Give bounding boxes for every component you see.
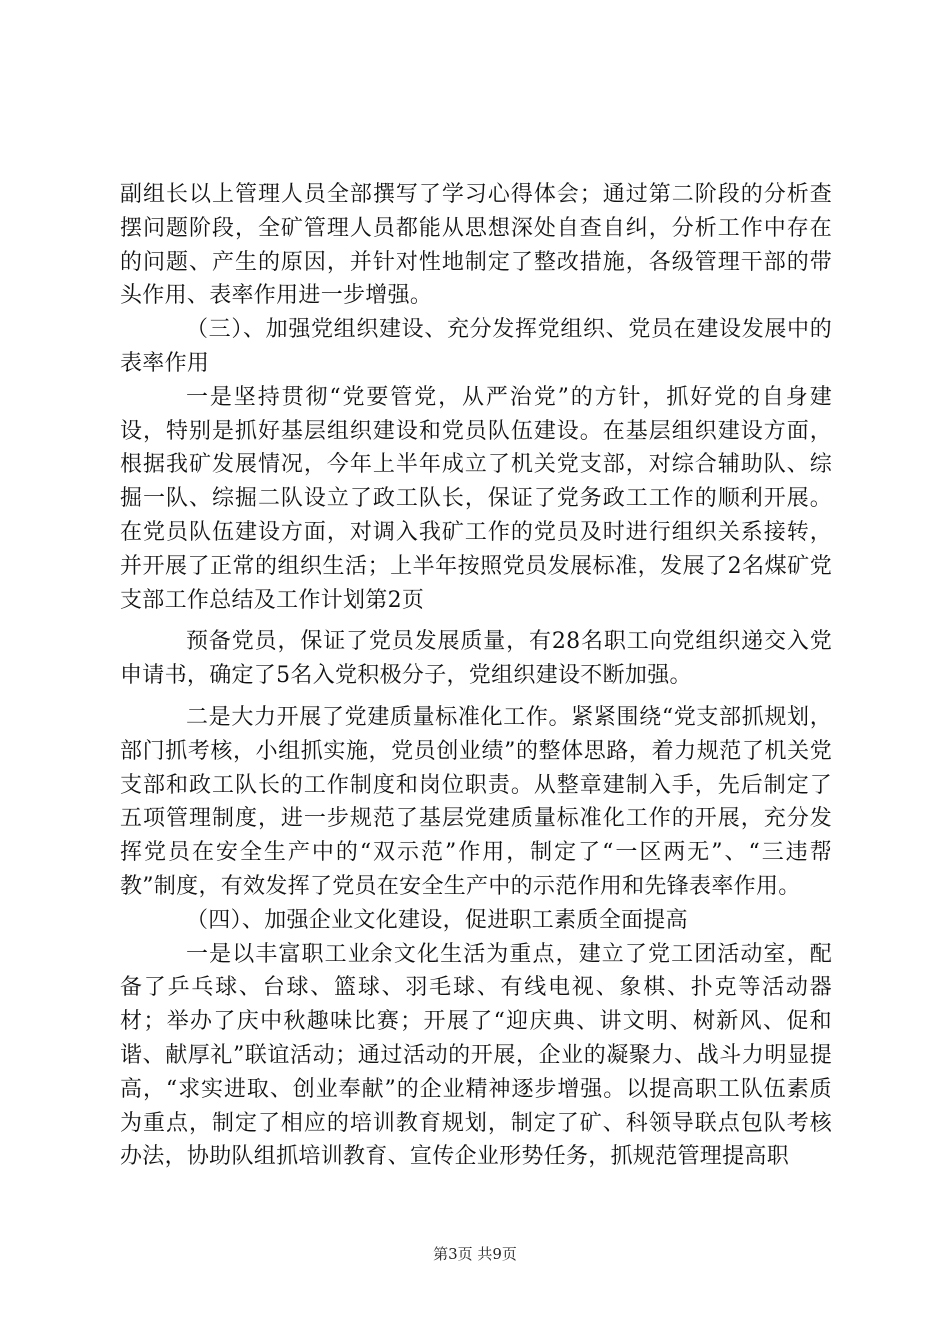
paragraph-probationary-members: 预备党员，保证了党员发展质量，有28名职工向党组织递交入党申请书，确定了5名入党积极分子，党组织建设不断加强。 [120, 629, 832, 689]
section-heading-4: （四）、加强企业文化建设，促进职工素质全面提高 [186, 907, 688, 933]
paragraph-1: 副组长以上管理人员全部撰写了学习心得体会；通过第二阶段的分析查摆问题阶段，全矿管理人员都能从思想深处自查自纠，分析工作中存在的问题、产生的原因，并针对性地制定了整改措施，各级管理干部的带头作用、表率作用进一步增强。 [120, 182, 832, 309]
paragraph-culture: 一是以丰富职工业余文化生活为重点，建立了党工团活动室，配备了乒乓球、台球、篮球、羽毛球、有线电视、象棋、扑克等活动器材；举办了庆中秋趣味比赛；开展了“迎庆典、讲文明、树新风、促和谐、献厚礼”联谊活动；通过活动的开展，企业的凝聚力、战斗力明显提高，“求实进取、创业奉献”的企业精神逐步增强。以提高职工队伍素质为重点，制定了相应的培训教育规划，制定了矿、科领导联点包队考核办法，协助队组抓培训教育、宣传企业形势任务，抓规范管理提高职 [120, 941, 832, 1170]
paragraph-party-building: 一是坚持贯彻“党要管党，从严治党”的方针，抓好党的自身建设，特别是抓好基层组织建设和党员队伍建设。在基层组织建设方面，根据我矿发展情况，今年上半年成立了机关党支部，对综合辅助队、综掘一队、综掘二队设立了政工队长，保证了党务政工工作的顺利开展。在党员队伍建设方面，对调入我矿工作的党员及时进行组织关系接转，并开展了正常的组织生活；上半年按照党员发展标准，发展了2名煤矿党支部工作总结及工作计划第2页 [120, 384, 832, 613]
page-number-footer: 第3页 共9页 [433, 1245, 517, 1263]
document-body [120, 178, 832, 1174]
section-heading-3: （三）、加强党组织建设、充分发挥党组织、党员在建设发展中的表率作用 [120, 317, 832, 376]
paragraph-standardization: 二是大力开展了党建质量标准化工作。紧紧围绕“党支部抓规划，部门抓考核，小组抓实施，党员创业绩”的整体思路，着力规范了机关党支部和政工队长的工作制度和岗位职责。从整章建制入手，先后制定了五项管理制度，进一步规范了基层党建质量标准化工作的开展，充分发挥党员在安全生产中的“双示范”作用，制定了“一区两无”、“三违帮教”制度，有效发挥了党员在安全生产中的示范作用和先锋表率作用。 [120, 704, 832, 899]
